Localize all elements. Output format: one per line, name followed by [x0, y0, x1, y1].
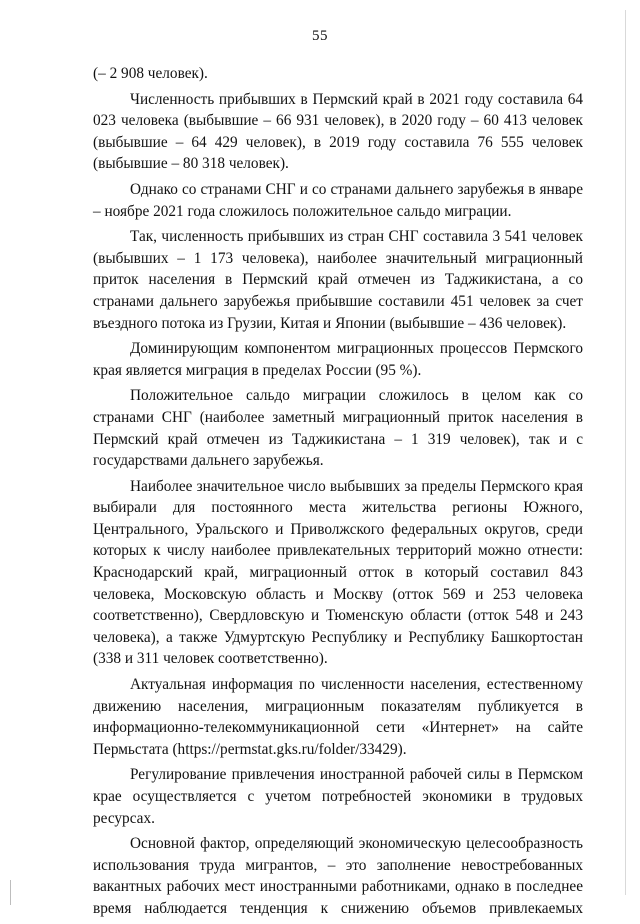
paragraph-positive-balance: Положительное сальдо миграции сложилось в целом как со странами СНГ (наиболее заметный миграционный приток населения в Пермский край отмечен из Таджикистана – 1 319 человек), так и с государствами дальнего зарубежья.	[93, 387, 583, 470]
paragraph-dominant-component: Доминирующим компонентом миграционных процессов Пермского края является миграция в пределах России (95 %).	[93, 340, 583, 379]
paragraph-continuation: (– 2 908 человек).	[93, 65, 208, 82]
paragraph-departures-regions: Наиболее значительное число выбывших за пределы Пермского края выбирали для постоянного места жительства регионы Южного, Центрального, Уральского и Приволжского федеральных округов, среди которых к числу наиболее привлекательных территорий можно отнести: Краснодарский край, миграционный отток в который составил 843 человека, Московскую область и Москву (отток 569 и 253 человека соответственно), Свердловскую и Тюменскую области (отток 548 и 243 человека), а также Удмуртскую Республику и Республику Башкортостан (338 и 311 человек соответственно).	[93, 477, 583, 668]
paragraph-information-source: Актуальная информация по численности населения, естественному движению населения, миграционным показателям публикуется в информационно-телекоммуникационной сети «Интернет» на сайте Пермьстата (https://permstat.gks.ru/folder/33429).	[93, 676, 583, 758]
paragraph-main-factor: Основной фактор, определяющий экономическую целесообразность использования труда мигрантов, – это заполнение невостребованных вакантных рабочих мест иностранными работниками, однако в последнее время наблюдается тенденция к снижению объемов привлекаемых	[93, 835, 583, 917]
paragraph-cis-arrivals: Так, численность прибывших из стран СНГ составила 3 541 человек (выбывших – 1 173 человека), наиболее значительный миграционный приток населения в Пермский край отмечен из Таджикистана, а со странами дальнего зарубежья прибывшие составили 451 человек за счет въездного потока из Грузии, Китая и Японии (выбывшие – 436 человек).	[93, 228, 583, 332]
scan-edge-mark	[10, 880, 11, 905]
page-body	[93, 63, 583, 924]
paragraph-labor-regulation: Регулирование привлечения иностранной рабочей силы в Пермском крае осуществляется с учетом потребностей экономики в трудовых ресурсах.	[93, 766, 583, 827]
scan-edge-line	[625, 10, 626, 895]
paragraph-arrivals-stats: Численность прибывших в Пермский край в 2021 году составила 64 023 человека (выбывшие – 66 931 человек), в 2020 году – 60 413 человек (выбывшие – 64 429 человек), в 2019 году составила 76 555 человек (выбывшие – 80 318 человек).	[93, 90, 583, 173]
page-number: 55	[312, 28, 328, 44]
paragraph-cis-balance: Однако со странами СНГ и со странами дальнего зарубежья в январе – ноябре 2021 года сложилось положительное сальдо миграции.	[93, 180, 583, 220]
